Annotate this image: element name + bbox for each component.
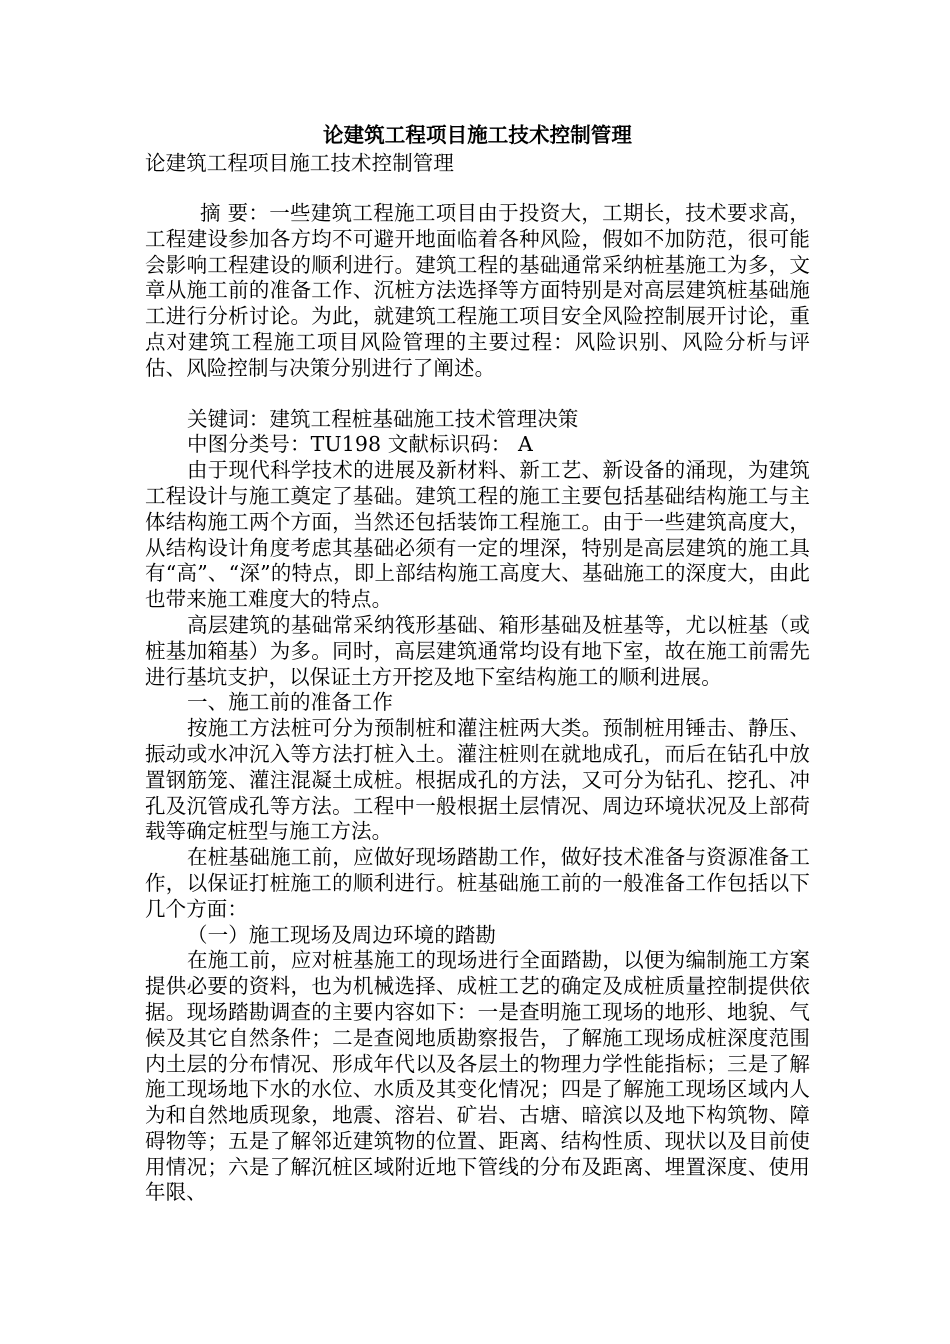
body-paragraph: 在桩基础施工前，应做好现场踏勘工作，做好技术准备与资源准备工作，以保证打桩施工的顺利进行。桩基础施工前的一般准备工作包括以下几个方面： bbox=[145, 845, 810, 921]
body-paragraph: 按施工方法桩可分为预制桩和灌注桩两大类。预制桩用锤击、静压、振动或水冲沉入等方法打桩入土。灌注桩则在就地成孔，而后在钻孔中放置钢筋笼、灌注混凝土成桩。根据成孔的方法，又可分为钻孔、挖孔、冲孔及沉管成孔等方法。工程中一般根据土层情况、周边环境状况及上部荷载等确定桩型与施工方法。 bbox=[145, 716, 810, 844]
section-heading: 一、施工前的准备工作 bbox=[187, 690, 393, 715]
keywords-line: 关键词：建筑工程桩基础施工技术管理决策 bbox=[187, 406, 579, 431]
body-paragraph: 高层建筑的基础常采纳筏形基础、箱形基础及桩基等，尤以桩基（或桩基加箱基）为多。同时，高层建筑通常均设有地下室，故在施工前需先进行基坑支护，以保证土方开挖及地下室结构施工的顺利进展。 bbox=[145, 612, 810, 689]
abstract-paragraph: 摘 要：一些建筑工程施工项目由于投资大，工期长，技术要求高，工程建设参加各方均不可避开地面临着各种风险，假如不加防范，很可能会影响工程建设的顺利进行。建筑工程的基础通常采纳桩基施工为多，文章从施工前的准备工作、沉桩方法选择等方面特别是对高层建筑桩基础施工进行分析讨论。为此，就建筑工程施工项目安全风险控制展开讨论，重点对建筑工程施工项目风险管理的主要过程：风险识别、风险分析与评估、风险控制与决策分别进行了阐述。 bbox=[145, 201, 810, 380]
subsection-heading: （一）施工现场及周边环境的踏勘 bbox=[187, 922, 496, 947]
classification-line: 中图分类号：TU198 文献标识码： A bbox=[187, 432, 533, 457]
body-paragraph: 在施工前，应对桩基施工的现场进行全面踏勘，以便为编制施工方案提供必要的资料，也为机械选择、成桩工艺的确定及成桩质量控制提供依据。现场踏勘调查的主要内容如下：一是查明施工现场的地形、地貌、气候及其它自然条件；二是查阅地质勘察报告，了解施工现场成桩深度范围内土层的分布情况、形成年代以及各层土的物理力学性能指标；三是了解施工现场地下水的水位、水质及其变化情况；四是了解施工现场区域内人为和自然地质现象，地震、溶岩、矿岩、古塘、暗滨以及地下构筑物、障碍物等；五是了解邻近建筑物的位置、距离、结构性质、现状以及目前使用情况；六是了解沉桩区域附近地下管线的分布及距离、埋置深度、使用年限、 bbox=[145, 948, 810, 1205]
document-page bbox=[145, 120, 810, 1206]
document-subtitle: 论建筑工程项目施工技术控制管理 bbox=[145, 151, 454, 175]
document-title: 论建筑工程项目施工技术控制管理 bbox=[323, 123, 632, 147]
body-paragraph: 由于现代科学技术的进展及新材料、新工艺、新设备的涌现，为建筑工程设计与施工奠定了基础。建筑工程的施工主要包括基础结构施工与主体结构施工两个方面，当然还包括装饰工程施工。由于一些建筑高度大，从结构设计角度考虑其基础必须有一定的埋深，特别是高层建筑的施工具有“高”、“深”的特点，即上部结构施工高度大、基础施工的深度大，由此也带来施工难度大的特点。 bbox=[145, 458, 810, 612]
